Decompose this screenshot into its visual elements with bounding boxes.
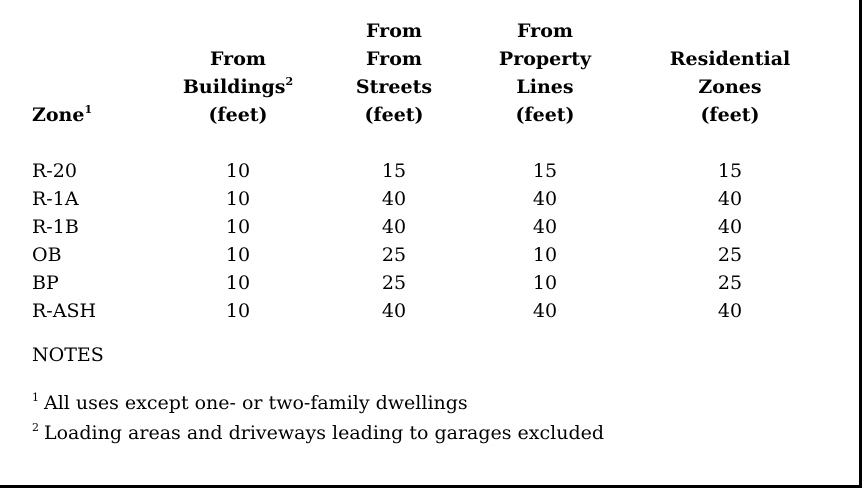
notes-title: NOTES	[32, 344, 104, 366]
cell-zone: R-1B	[32, 216, 79, 238]
cell-property-lines: 40	[532, 188, 558, 210]
footnote-1	[32, 389, 468, 417]
footnote-2-marker: 2	[32, 421, 39, 434]
table-row	[0, 185, 859, 213]
cell-buildings: 10	[225, 272, 251, 294]
cell-property-lines: 40	[532, 216, 558, 238]
header-buildings-line2	[183, 73, 293, 101]
table-row	[0, 241, 859, 269]
cell-residential-zones: 25	[717, 272, 743, 294]
cell-residential-zones: 15	[717, 160, 743, 182]
cell-zone: OB	[32, 244, 62, 266]
cell-residential-zones: 40	[717, 216, 743, 238]
cell-streets: 40	[381, 300, 407, 322]
header-property-line2: Property	[498, 48, 592, 70]
header-buildings-line1: From	[210, 48, 266, 70]
header-buildings-label: Buildings	[182, 76, 286, 98]
header-property-unit: (feet)	[515, 104, 575, 126]
header-zone-footnote-marker: 1	[84, 103, 93, 116]
cell-buildings: 10	[225, 216, 251, 238]
footnote-2-text: Loading areas and driveways leading to garages excluded	[44, 422, 605, 444]
table-row	[0, 213, 859, 241]
footnote-1-marker: 1	[32, 391, 39, 404]
cell-zone: R-1A	[32, 188, 79, 210]
header-streets-line1: From	[366, 20, 422, 42]
header-residential-line2: Zones	[698, 76, 762, 98]
frame-border-right	[859, 0, 862, 488]
cell-property-lines: 10	[532, 244, 558, 266]
cell-streets: 40	[381, 216, 407, 238]
cell-zone: BP	[32, 272, 59, 294]
header-streets-line3: Streets	[355, 76, 433, 98]
header-zone	[32, 101, 92, 129]
header-zone-label: Zone	[32, 104, 85, 126]
table-row	[0, 157, 859, 185]
header-buildings-footnote-marker: 2	[285, 75, 294, 88]
header-buildings-unit: (feet)	[208, 104, 268, 126]
footnote-1-text: All uses except one- or two-family dwellings	[44, 392, 468, 414]
cell-buildings: 10	[225, 300, 251, 322]
header-residential-unit: (feet)	[700, 104, 760, 126]
cell-property-lines: 15	[532, 160, 558, 182]
cell-streets: 25	[381, 272, 407, 294]
cell-residential-zones: 40	[717, 300, 743, 322]
footnote-2	[32, 419, 604, 447]
header-residential-line1: Residential	[669, 48, 791, 70]
header-streets-line2: From	[366, 48, 422, 70]
cell-streets: 15	[381, 160, 407, 182]
cell-buildings: 10	[225, 188, 251, 210]
cell-property-lines: 40	[532, 300, 558, 322]
cell-residential-zones: 25	[717, 244, 743, 266]
header-streets-unit: (feet)	[364, 104, 424, 126]
cell-zone: R-ASH	[32, 300, 97, 322]
cell-property-lines: 10	[532, 272, 558, 294]
header-property-line1: From	[517, 20, 573, 42]
cell-streets: 40	[381, 188, 407, 210]
cell-zone: R-20	[32, 160, 77, 182]
cell-residential-zones: 40	[717, 188, 743, 210]
cell-buildings: 10	[225, 160, 251, 182]
header-property-line3: Lines	[516, 76, 574, 98]
cell-streets: 25	[381, 244, 407, 266]
table-row	[0, 297, 859, 325]
table-row	[0, 269, 859, 297]
cell-buildings: 10	[225, 244, 251, 266]
